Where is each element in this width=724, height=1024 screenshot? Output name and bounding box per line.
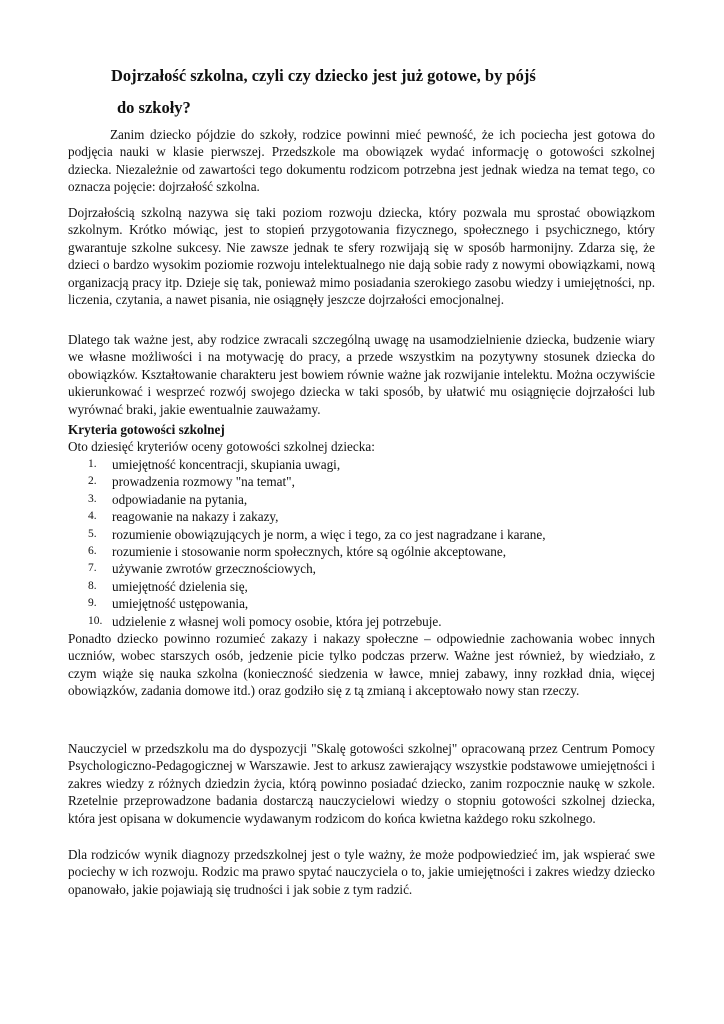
list-number: 6. <box>88 544 97 557</box>
criteria-list-item <box>68 456 655 473</box>
list-item-text: odpowiadanie na pytania, <box>112 491 248 507</box>
criteria-heading: Kryteria gotowości szkolnej <box>68 422 225 437</box>
list-item-text: prowadzenia rozmowy "na temat", <box>112 474 295 490</box>
document-title-line-1: Dojrzałość szkolna, czyli czy dziecko jest już gotowe, by pójś <box>111 66 536 85</box>
list-number: 1. <box>88 458 97 470</box>
list-item-text: udzielenie z własnej woli pomocy osobie, która jej potrzebuje. <box>112 613 442 629</box>
criteria-list-item <box>68 526 655 543</box>
list-item-text: umiejętność koncentracji, skupiania uwagi, <box>112 457 341 472</box>
list-number: 4. <box>88 510 97 523</box>
paragraph-definition: Dojrzałością szkolną nazywa się taki poziom rozwoju dziecka, który pozwala mu sprostać obowiązkom szkolnym. Krótko mówiąc, jest to stopień przygotowania fizycznego, społecznego i psychicznego, który gwarantuje szkolne sukcesy. Nie zawsze jednak te sfery rozwijają się w sposób harmonijny. Zdarza się, że dzieci o bardzo wysokim poziomie rozwoju intelektualnego nie dają sobie rady z nowymi obowiązkami, nową organizacją pracy itp. Dzieje się tak, ponieważ mimo posiadania szerokiego zasobu wiedzy i umiejętności, np. liczenia, czytania, a nawet pisania, nie osiągnęły jeszcze dojrzałości emocjonalnej. <box>68 205 655 308</box>
criteria-list-item <box>68 560 655 577</box>
paragraph-diagnosis: Dla rodziców wynik diagnozy przedszkolnej jest o tyle ważny, że może podpowiedzieć im, jak wspierać swe pociechy w ich rozwoju. Rodzic ma prawo spytać nauczyciela o to, jakie umiejętności i zakres wiedzy dziecko opanowało, jakie pojawiają się trudności i jak sobie z tym radzić. <box>68 847 655 897</box>
paragraph-parents-role: Dlatego tak ważne jest, aby rodzice zwracali szczególną uwagę na usamodzielnienie dziecka, budzenie wiary we własne możliwości i na motywację do pracy, a przede wszystkim na pozytywny stosunek dziecka do obowiązków. Kształtowanie charakteru jest bowiem równie ważne jak rozwijanie intelektu. Można oczywiście ukierunkować i wesprzeć rozwój swojego dziecka w taki sposób, by ułatwić mu osiągnięcie dojrzałości lub wyrównać braki, jakie ewentualnie zauważamy. <box>68 332 655 417</box>
paragraph-readiness-scale: Nauczyciel w przedszkolu ma do dyspozycji "Skalę gotowości szkolnej" opracowaną przez Centrum Pomocy Psychologiczno-Pedagogicznej w Warszawie. Jest to arkusz zawierający wszystkie podstawowe umiejętności i zakres wiedzy z różnych dziedzin życia, którą powinno posiadać dziecko, zanim rozpocznie naukę w szkole. Rzetelnie przeprowadzone badania dostarczą nauczycielowi wiedzy o stopniu gotowości szkolnej dziecka, która jest opisana w dokumencie wydawanym rodzicom do końca kwietna każdego roku szkolnego. <box>68 741 655 826</box>
paragraph-social-rules: Ponadto dziecko powinno rozumieć zakazy i nakazy społeczne – odpowiednie zachowania wobec innych uczniów, wobec starszych osób, jedzenie picie tylko podczas przerw. Ważne jest również, by wiedziało, z czym wiąże się nauka szkolna (konieczność siedzenia w ławce, mniej zabawy, inny rozkład dnia, więcej obowiązków, zadania domowe itd.) oraz godziło się z tą zmianą i akceptowało nowy stan rzeczy. <box>68 631 655 699</box>
criteria-list-item <box>68 595 655 612</box>
list-number: 5. <box>88 527 97 540</box>
criteria-intro: Oto dziesięć kryteriów oceny gotowości szkolnej dziecka: <box>68 439 375 454</box>
list-item-text: umiejętność dzielenia się, <box>112 578 248 594</box>
list-number: 8. <box>88 579 97 592</box>
criteria-list-item <box>68 473 655 490</box>
list-number: 10. <box>88 614 103 627</box>
list-item-text: umiejętność ustępowania, <box>112 596 249 612</box>
criteria-list-item <box>68 508 655 525</box>
list-item-text: reagowanie na nakazy i zakazy, <box>112 509 279 525</box>
list-number: 9. <box>88 597 97 610</box>
paragraph-intro: Zanim dziecko pójdzie do szkoły, rodzice powinni mieć pewność, że ich pociecha jest gotowa do podjęcia nauki w klasie pierwszej. Przedszkole ma obowiązek wydać informację o gotowości szkolnej dziecka. Niezależnie od zawartości tego dokumentu rodzicom potrzebna jest jednak wiedza na temat tego, co oznacza pojęcie: dojrzałość szkolna. <box>68 127 655 195</box>
criteria-list-item <box>68 543 655 560</box>
list-number: 3. <box>88 492 97 505</box>
list-item-text: rozumienie i stosowanie norm społecznych, które są ogólnie akceptowane, <box>112 543 507 559</box>
list-number: 7. <box>88 562 97 575</box>
criteria-list-item <box>68 578 655 595</box>
list-item-text: rozumienie obowiązujących je norm, a więc i tego, za co jest nagradzane i karane, <box>112 526 546 542</box>
list-item-text: używanie zwrotów grzecznościowych, <box>112 561 316 577</box>
criteria-list <box>68 456 655 630</box>
criteria-list-item <box>68 491 655 508</box>
criteria-list-item <box>68 613 655 630</box>
list-number: 2. <box>88 475 97 488</box>
document-title-line-2: do szkoły? <box>117 98 191 117</box>
